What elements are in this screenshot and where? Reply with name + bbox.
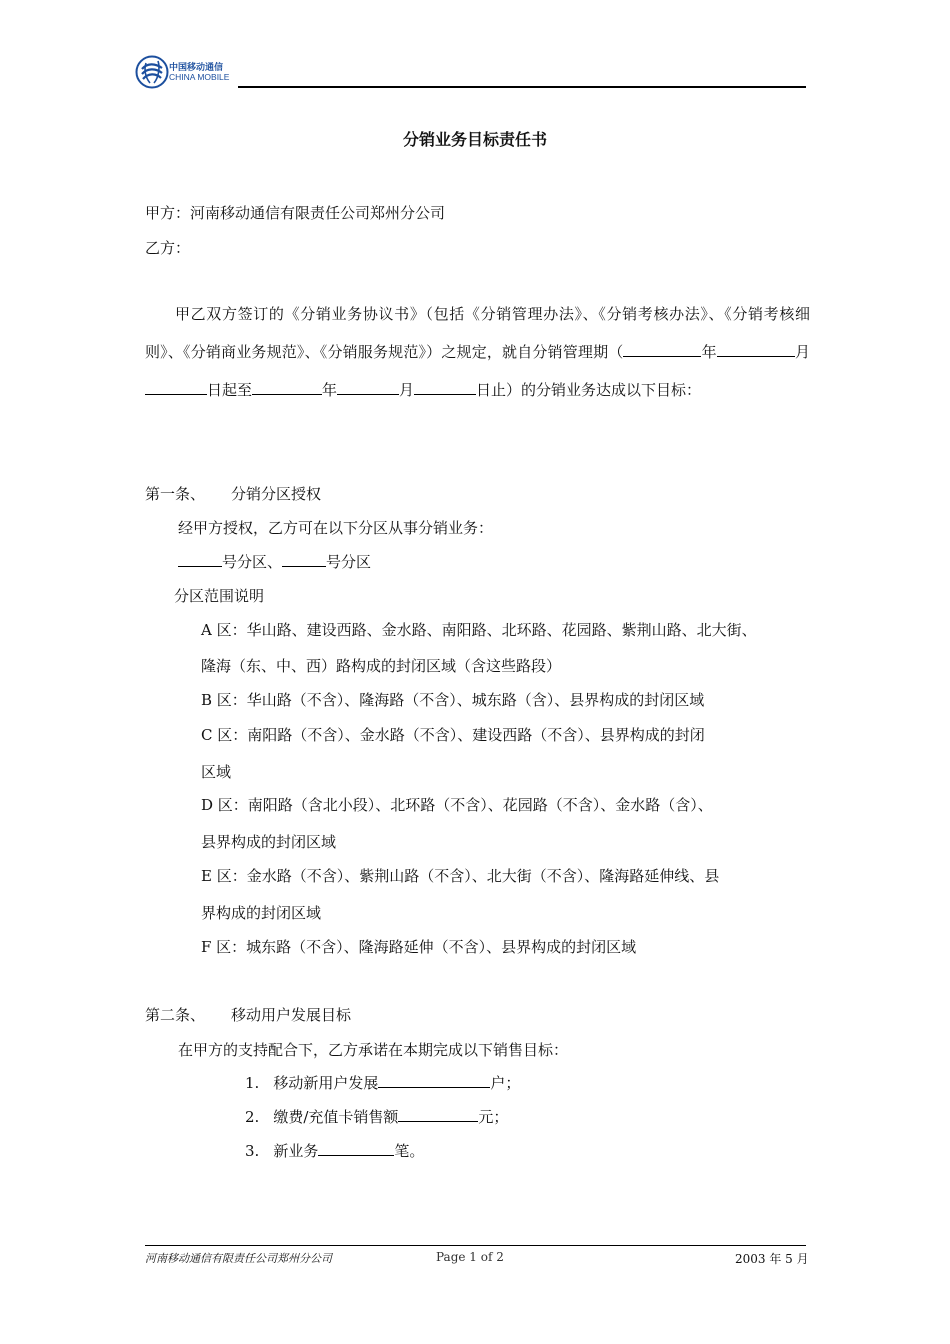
target-item-1 — [245, 1072, 520, 1093]
intro-paragraph — [145, 295, 810, 409]
item-label: 移动新用户发展 — [273, 1074, 379, 1092]
intro-month-1: 月 — [794, 343, 810, 361]
article-2-heading-number: 第二条、 — [145, 1006, 206, 1024]
item-label: 缴费/充值卡销售额 — [273, 1108, 399, 1126]
new-business-blank — [318, 1140, 394, 1156]
card-sales-blank — [398, 1106, 478, 1122]
item-number: 3. — [245, 1142, 260, 1160]
zone-b-blank — [282, 551, 326, 567]
new-users-blank — [378, 1072, 490, 1088]
article-1-line1: 经甲方授权，乙方可在以下分区从事分销业务： — [178, 519, 494, 537]
item-unit: 笔。 — [394, 1142, 425, 1160]
end-year-blank — [252, 379, 322, 395]
item-number: 2. — [245, 1108, 260, 1126]
end-day-blank — [414, 379, 476, 395]
start-month-blank — [717, 341, 795, 357]
article-2-line1: 在甲方的支持配合下，乙方承诺在本期完成以下销售目标： — [178, 1041, 569, 1059]
zone-a-line2: 隆海（东、中、西）路构成的封闭区域（含这些路段） — [201, 657, 562, 675]
zone-a-line1: A 区：华山路、建设西路、金水路、南阳路、北环路、花园路、紫荆山路、北大街、 — [201, 621, 757, 639]
item-unit: 元； — [478, 1108, 509, 1126]
zone-b-line1: B 区：华山路（不含）、隆海路（不含）、城东路（含）、县界构成的封闭区域 — [201, 691, 705, 709]
article-1-heading: 分销分区授权 — [231, 485, 322, 503]
zone-d-line2: 县界构成的封闭区域 — [201, 833, 337, 851]
party-a: 甲方：河南移动通信有限责任公司郑州分公司 — [145, 204, 446, 222]
intro-day-1: 日起至 — [207, 381, 253, 399]
zone-e-line2: 界构成的封闭区域 — [201, 904, 322, 922]
document-title: 分销业务目标责任书 — [402, 130, 547, 149]
target-item-3 — [245, 1140, 424, 1161]
article-1-heading-number: 第一条、 — [145, 485, 206, 503]
logo-en-text: CHINA MOBILE — [169, 72, 230, 82]
zone-a-label: 号分区、 — [222, 553, 283, 571]
article-2-heading: 移动用户发展目标 — [231, 1006, 352, 1024]
target-item-2 — [245, 1106, 508, 1127]
footer-company: 河南移动通信有限责任公司郑州分公司 — [145, 1252, 332, 1265]
zone-b-label: 号分区 — [326, 553, 372, 571]
item-unit: 户； — [490, 1074, 521, 1092]
footer-page-number: Page 1 of 2 — [436, 1250, 504, 1264]
china-mobile-emblem-icon — [135, 55, 169, 89]
footer-date: 2003 年 5 月 — [735, 1252, 809, 1266]
scope-title: 分区范围说明 — [174, 587, 265, 605]
start-day-blank — [145, 379, 207, 395]
intro-year-2: 年 — [322, 381, 338, 399]
item-number: 1. — [245, 1074, 260, 1092]
intro-text-1: 甲乙双方签订的《分销业务协议书》（包括《分销管理办法》、《分销考核办法》、《分销考核细则》、《分销商业务规范》、《分销服务规范》）之规定，就自分销管理期（ — [145, 305, 810, 361]
zone-c-line2: 区域 — [201, 763, 232, 781]
zone-d-line1: D 区：南阳路（含北小段）、北环路（不含）、花园路（不含）、金水路（含）、 — [201, 796, 713, 814]
party-b: 乙方： — [145, 239, 191, 257]
intro-year-1: 年 — [701, 343, 717, 361]
start-year-blank — [623, 341, 701, 357]
item-label: 新业务 — [273, 1142, 319, 1160]
intro-day-2: 日止）的分销业务达成以下目标： — [476, 381, 702, 399]
zone-authorization-line — [178, 551, 371, 572]
logo-cn-text: 中国移动通信 — [169, 63, 224, 73]
header-rule — [238, 86, 806, 88]
end-month-blank — [337, 379, 399, 395]
intro-month-2: 月 — [399, 381, 415, 399]
zone-f-line1: F 区：城东路（不含）、隆海路延伸（不含）、县界构成的封闭区域 — [201, 938, 637, 956]
zone-e-line1: E 区：金水路（不含）、紫荆山路（不含）、北大街（不含）、隆海路延伸线、县 — [201, 867, 720, 885]
zone-a-blank — [178, 551, 222, 567]
china-mobile-logo — [135, 55, 245, 91]
zone-c-line1: C 区：南阳路（不含）、金水路（不含）、建设西路（不含）、县界构成的封闭 — [201, 726, 705, 744]
footer-rule — [145, 1245, 806, 1246]
